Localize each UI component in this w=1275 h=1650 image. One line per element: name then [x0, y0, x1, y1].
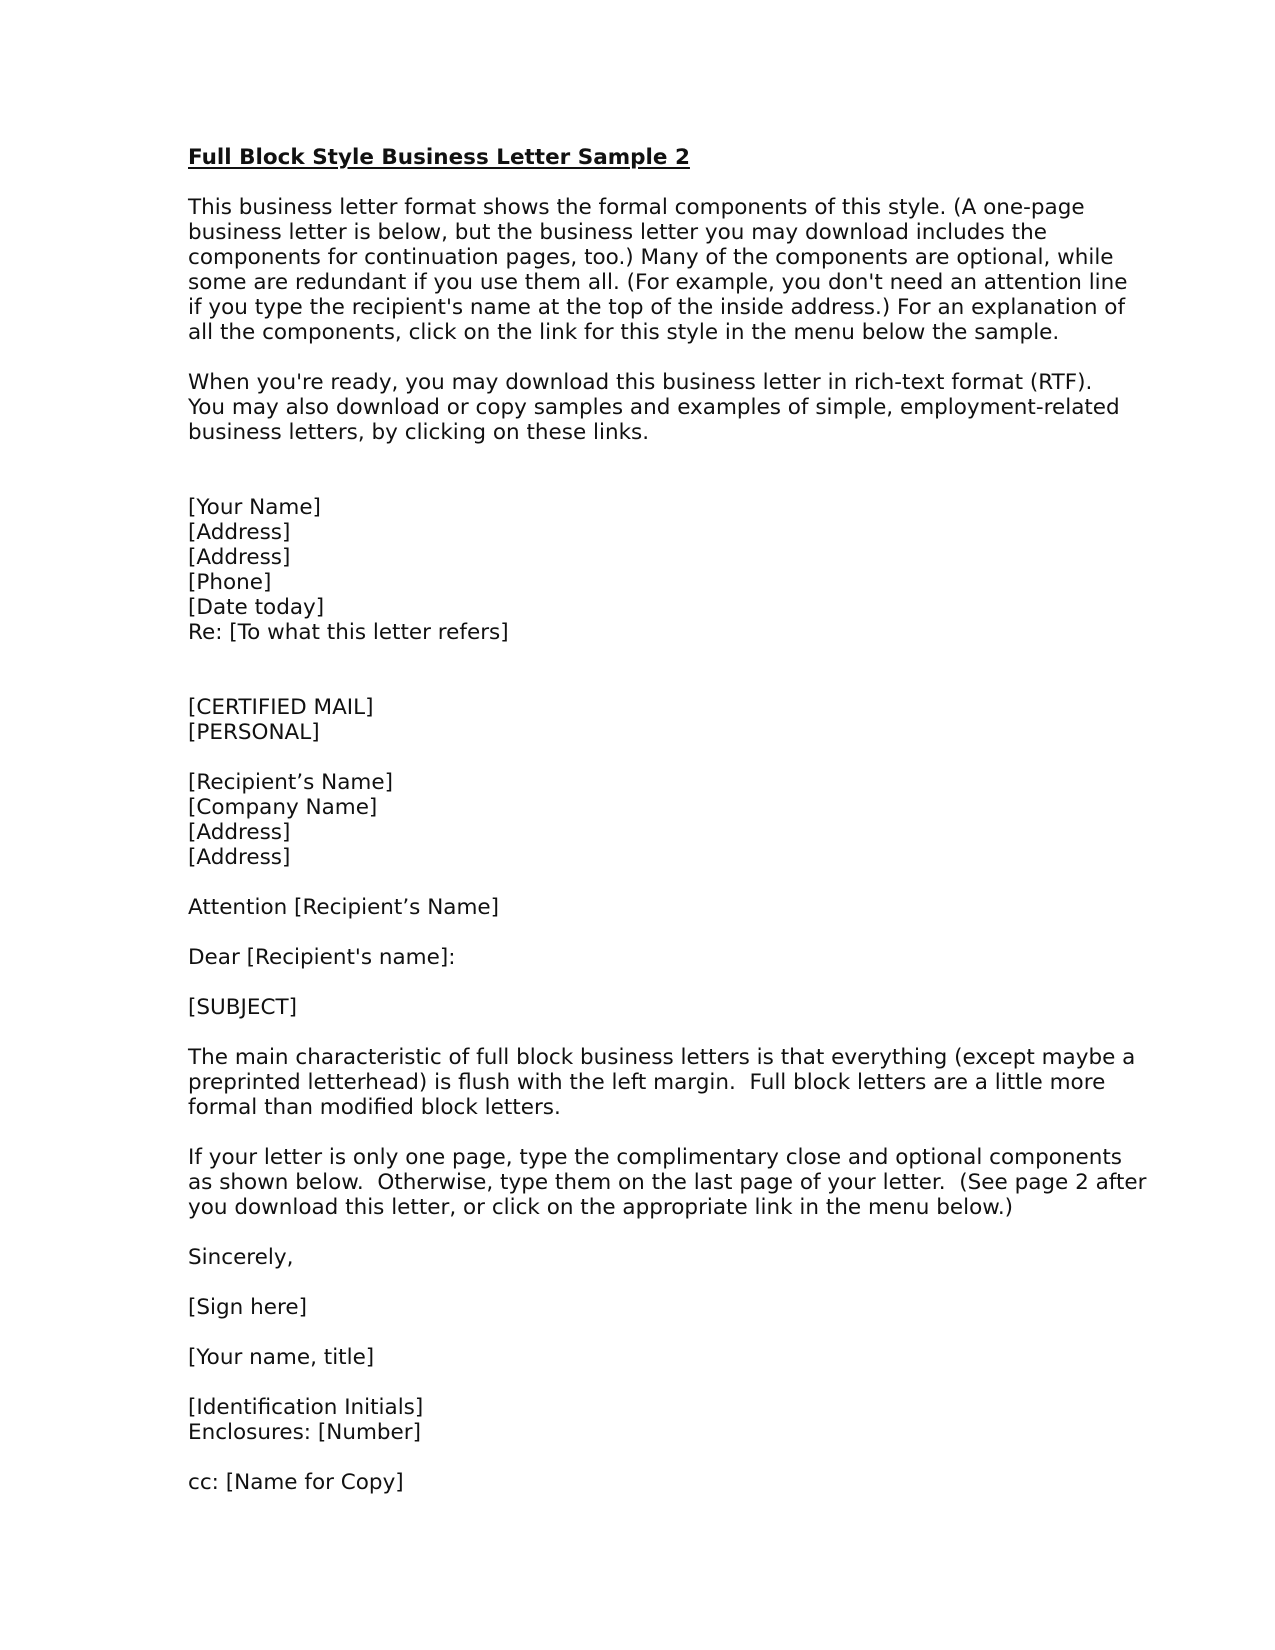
- notations-block: [188, 695, 1098, 745]
- body-line: preprinted letterhead) is flush with the left margin. Full block letters are a little more: [188, 1070, 1106, 1095]
- body-line: you download this letter, or click on the appropriate link in the menu below.): [188, 1195, 1014, 1220]
- intro-line: components for continuation pages, too.) Many of the components are optional, while: [188, 245, 1114, 270]
- signature-line: [Sign here]: [188, 1295, 307, 1320]
- salutation: Dear [Recipient's name]:: [188, 945, 456, 970]
- intro-line: some are redundant if you use them all. (For example, you don't need an attention line: [188, 270, 1128, 295]
- intro-line: This business letter format shows the formal components of this style. (A one-page: [188, 195, 1085, 220]
- download-line: You may also download or copy samples and examples of simple, employment-related: [188, 395, 1120, 420]
- letter-date: [Date today]: [188, 595, 325, 620]
- intro-line: if you type the recipient's name at the top of the inside address.) For an explanation of: [188, 295, 1126, 320]
- recipient-company: [Company Name]: [188, 795, 378, 820]
- body-line: formal than modified block letters.: [188, 1095, 561, 1120]
- recipient-name: [Recipient’s Name]: [188, 770, 393, 795]
- reference-line: Re: [To what this letter refers]: [188, 620, 509, 645]
- download-line: business letters, by clicking on these links.: [188, 420, 650, 445]
- intro-paragraph: [188, 195, 1128, 345]
- recipient-address: [Address]: [188, 820, 291, 845]
- recipient-block: [188, 770, 1098, 870]
- download-line: When you're ready, you may download this business letter in rich-text format (RTF).: [188, 370, 1093, 395]
- sender-address: [Address]: [188, 520, 291, 545]
- sender-block: [188, 495, 1098, 645]
- personal-notation: [PERSONAL]: [188, 720, 320, 745]
- body-paragraph-2: [188, 1145, 1147, 1220]
- subject-line: [SUBJECT]: [188, 995, 297, 1020]
- document-title: Full Block Style Business Letter Sample 2: [188, 145, 690, 170]
- body-line: If your letter is only one page, type the complimentary close and optional components: [188, 1145, 1123, 1170]
- identification-initials: [Identification Initials]: [188, 1395, 424, 1420]
- cc-line: cc: [Name for Copy]: [188, 1470, 404, 1495]
- intro-line: all the components, click on the link for this style in the menu below the sample.: [188, 320, 1060, 345]
- body-line: The main characteristic of full block business letters is that everything (except maybe a: [188, 1045, 1136, 1070]
- body-line: as shown below. Otherwise, type them on the last page of your letter. (See page 2 after: [188, 1170, 1147, 1195]
- body-paragraph-1: [188, 1045, 1136, 1120]
- letter-page: [188, 145, 1147, 1495]
- recipient-address: [Address]: [188, 845, 291, 870]
- download-paragraph: [188, 370, 1120, 445]
- complimentary-close: Sincerely,: [188, 1245, 294, 1270]
- sender-phone: [Phone]: [188, 570, 272, 595]
- signer-name: [Your name, title]: [188, 1345, 375, 1370]
- mail-notation: [CERTIFIED MAIL]: [188, 695, 374, 720]
- sender-address: [Address]: [188, 545, 291, 570]
- identification-block: [188, 1395, 1098, 1445]
- intro-line: business letter is below, but the business letter you may download includes the: [188, 220, 1047, 245]
- attention-line: Attention [Recipient’s Name]: [188, 895, 500, 920]
- sender-name: [Your Name]: [188, 495, 321, 520]
- enclosures-line: Enclosures: [Number]: [188, 1420, 422, 1445]
